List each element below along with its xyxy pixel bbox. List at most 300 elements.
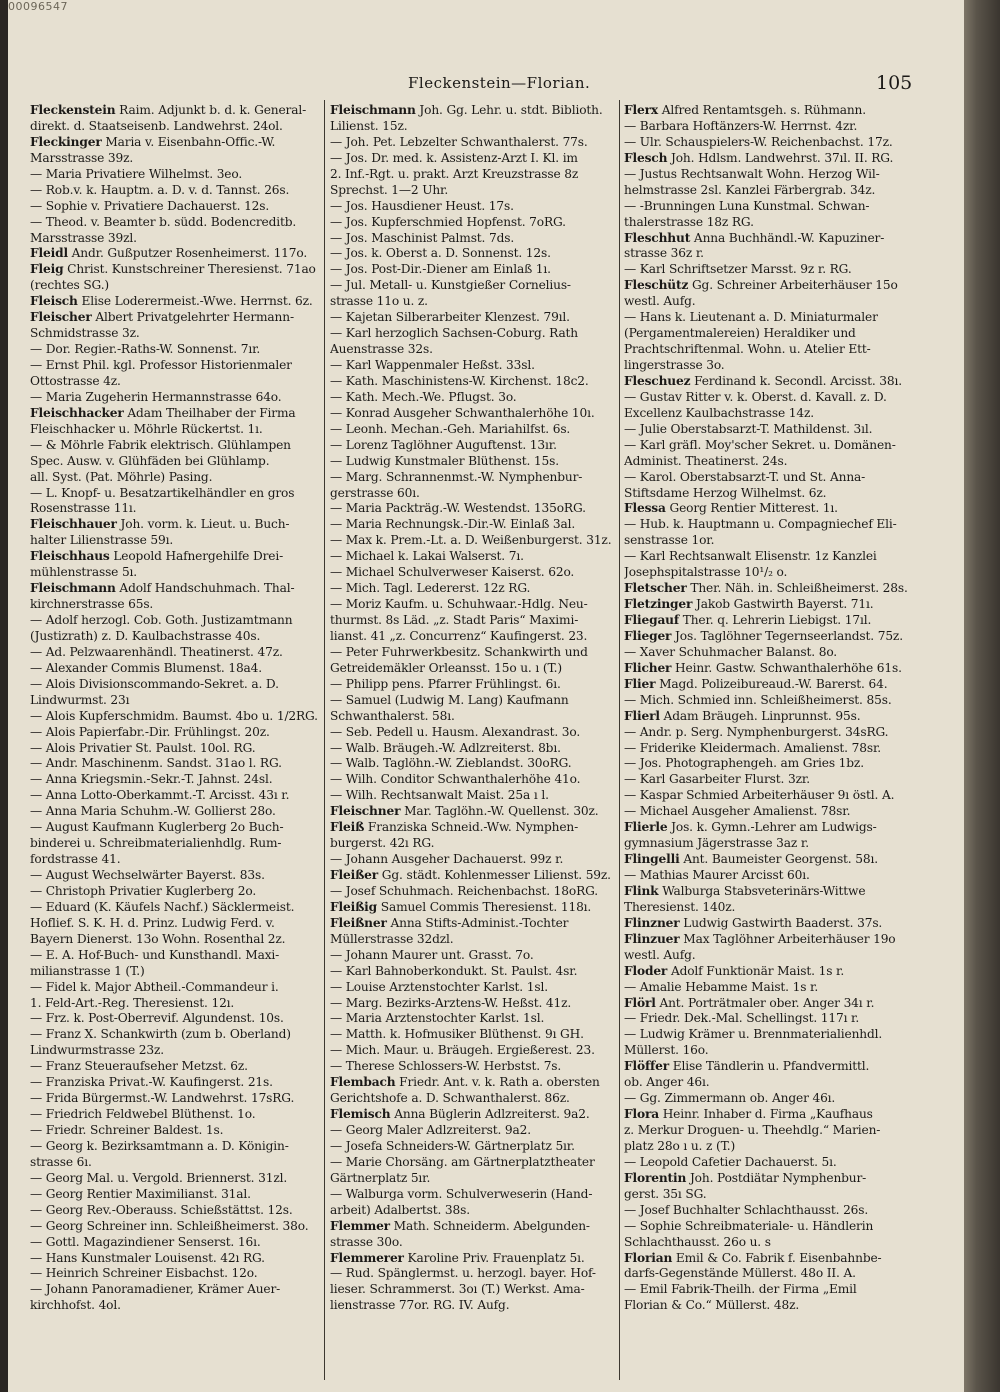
directory-entry-line: [330, 342, 618, 358]
entry-text: Bayern Dienerst. 13o Wohn. Rosenthal 2z.: [30, 931, 286, 946]
directory-entry-line: [624, 852, 912, 868]
entry-text: — Alexander Commis Blumenst. 18a4.: [30, 660, 263, 675]
entry-text: Getreidemäkler Orleansst. 15o u. ı (T.): [330, 660, 562, 675]
entry-text: — Sophie Schreibmateriale- u. Händlerin: [624, 1218, 874, 1233]
directory-entry-line: [624, 836, 912, 852]
surname-heading: Fleschuez: [624, 373, 691, 388]
directory-entry-line: [330, 231, 618, 247]
entry-text: Adam Bräugeh. Linprunnst. 95s.: [659, 708, 861, 723]
entry-text: — Kaspar Schmied Arbeiterhäuser 9ı östl. A.: [624, 788, 895, 803]
directory-entry-line: [330, 709, 618, 725]
entry-text: Lindwurmst. 23ı: [30, 692, 130, 707]
entry-text: — Ulr. Schauspielers-W. Reichenbachst. 17z.: [624, 134, 893, 149]
entry-text: platz 28o ı u. z (T.): [624, 1138, 736, 1153]
directory-entry-line: [330, 820, 618, 836]
entry-text: westl. Aufg.: [624, 947, 696, 962]
surname-heading: Flora: [624, 1107, 659, 1122]
directory-entry-line: [30, 788, 318, 804]
column-rule: [324, 100, 325, 1380]
entry-text: westl. Aufg.: [624, 294, 696, 309]
directory-entry-line: [624, 1251, 912, 1267]
surname-heading: Flesch: [624, 150, 668, 165]
entry-text: — Franz Steueraufseher Metzst. 6z.: [30, 1059, 248, 1074]
surname-heading: Fletzinger: [624, 597, 693, 612]
directory-entry-line: [624, 661, 912, 677]
entry-text: — Kath. Maschinistens-W. Kirchenst. 18c2.: [330, 373, 589, 388]
entry-text: strasse 6ı.: [30, 1154, 92, 1169]
directory-entry-line: [330, 804, 618, 820]
directory-entry-line: [624, 709, 912, 725]
entry-text: Schlachthausst. 26o u. s: [624, 1234, 771, 1249]
directory-entry-line: [30, 948, 318, 964]
entry-text: Ther. Näh. in. Schleißheimerst. 28s.: [686, 581, 908, 596]
directory-entry-line: [30, 804, 318, 820]
entry-text: darfs-Gegenstände Müllerst. 48o II. A.: [624, 1266, 856, 1281]
entry-text: burgerst. 42ı RG.: [330, 836, 435, 851]
entry-text: — Emil Fabrik-Theilh. der Firma „Emil: [624, 1282, 857, 1297]
entry-text: strasse 30o.: [330, 1234, 403, 1249]
directory-entry-line: [30, 517, 318, 533]
directory-entry-line: [30, 932, 318, 948]
directory-page: [8, 0, 964, 1392]
directory-entry-line: [330, 613, 618, 629]
directory-column-1: [30, 103, 318, 1314]
directory-entry-line: [30, 406, 318, 422]
entry-text: — Karl Schriftsetzer Marsst. 9z r. RG.: [624, 262, 852, 277]
entry-text: Friedr. Ant. v. k. Rath a. obersten: [395, 1075, 600, 1090]
directory-entry-line: [30, 501, 318, 517]
entry-text: — Mathias Maurer Arcisst 60ı.: [624, 868, 810, 882]
entry-text: — Rob.v. k. Hauptm. a. D. v. d. Tannst. 26s.: [30, 182, 290, 197]
directory-entry-line: [624, 693, 912, 709]
directory-entry-line: [330, 215, 618, 231]
surname-heading: Florentin: [624, 1170, 687, 1185]
entry-text: — Maria Arztenstochter Karlst. 1sl.: [330, 1011, 545, 1026]
surname-heading: Fliegauf: [624, 613, 679, 627]
directory-entry-line: [624, 1219, 912, 1235]
directory-entry-line: [30, 756, 318, 772]
directory-entry-line: [624, 677, 912, 693]
entry-text: Ludwig Gastwirth Baaderst. 37s.: [679, 915, 883, 930]
directory-entry-line: [30, 533, 318, 549]
directory-entry-line: [330, 326, 618, 342]
directory-column-3: [624, 103, 912, 1314]
entry-text: Lilienst. 15z.: [330, 118, 408, 133]
entry-text: — Franz X. Schankwirth (zum b. Oberland): [30, 1027, 291, 1042]
directory-entry-line: [624, 549, 912, 565]
directory-entry-line: [624, 884, 912, 900]
directory-entry-line: [30, 741, 318, 757]
directory-entry-line: [624, 231, 912, 247]
directory-entry-line: [330, 278, 618, 294]
directory-entry-line: [30, 1235, 318, 1251]
directory-entry-line: [330, 836, 618, 852]
directory-entry-line: [30, 964, 318, 980]
entry-text: — Karl herzoglich Sachsen-Coburg. Rath: [330, 326, 579, 341]
directory-entry-line: [330, 964, 618, 980]
directory-entry-line: [330, 693, 618, 709]
directory-entry-line: [30, 1059, 318, 1075]
directory-entry-line: [330, 868, 618, 884]
directory-entry-line: [624, 183, 912, 199]
entry-text: Adolf Funktionär Maist. 1s r.: [667, 963, 845, 978]
entry-text: Mar. Taglöhn.-W. Quellenst. 30z.: [400, 804, 599, 819]
directory-entry-line: [30, 390, 318, 406]
entry-text: — Friedr. Schreiner Baldest. 1s.: [30, 1123, 224, 1137]
surname-heading: Flemisch: [330, 1107, 391, 1122]
directory-entry-line: [30, 1139, 318, 1155]
entry-text: z. Merkur Droguen- u. Theehdlg.“ Marien-: [624, 1123, 881, 1137]
entry-text: — Alois Papierfabr.-Dir. Frühlingst. 20z.: [30, 724, 270, 739]
directory-entry-line: [330, 501, 618, 517]
entry-text: — Andr. Maschinenm. Sandst. 31ao l. RG.: [30, 756, 282, 771]
entry-text: Müllerstrasse 32dzl.: [330, 931, 454, 946]
directory-entry-line: [624, 1027, 912, 1043]
entry-text: Schwanthalerst. 58ı.: [330, 708, 455, 723]
directory-entry-line: [30, 310, 318, 326]
directory-entry-line: [624, 916, 912, 932]
directory-entry-line: [624, 788, 912, 804]
surname-heading: Fleißer: [330, 868, 379, 882]
directory-entry-line: [30, 326, 318, 342]
directory-entry-line: [330, 756, 618, 772]
entry-text: Maria v. Eisenbahn-Offic.-W.: [101, 134, 276, 149]
directory-entry-line: [624, 374, 912, 390]
directory-entry-line: [330, 374, 618, 390]
directory-entry-line: [30, 549, 318, 565]
entry-text: — Karl gräfl. Moy'scher Sekret. u. Domänen-: [624, 437, 896, 452]
directory-entry-line: [30, 151, 318, 167]
directory-entry-line: [624, 932, 912, 948]
directory-entry-line: [330, 246, 618, 262]
directory-entry-line: [624, 741, 912, 757]
entry-text: Schmidstrasse 3z.: [30, 326, 140, 341]
entry-text: Sprechst. 1—2 Uhr.: [330, 182, 449, 197]
entry-text: — Maria Rechnungsk.-Dir.-W. Einlaß 3al.: [330, 517, 576, 532]
directory-entry-line: [30, 836, 318, 852]
entry-text: — Michael Ausgeher Amalienst. 78sr.: [624, 804, 851, 819]
directory-entry-line: [30, 262, 318, 278]
entry-text: — Therese Schlossers-W. Herbstst. 7s.: [330, 1059, 562, 1074]
entry-text: — Max k. Prem.-Lt. a. D. Weißenburgerst. 31z.: [330, 533, 612, 548]
entry-text: — Joh. Pet. Lebzelter Schwanthalerst. 77s.: [330, 134, 588, 149]
entry-text: strasse 11o u. z.: [330, 294, 428, 309]
directory-entry-line: [624, 597, 912, 613]
entry-text: — Christoph Privatier Kuglerberg 2o.: [30, 883, 257, 898]
entry-text: Jos. Taglöhner Tegernseerlandst. 75z.: [671, 628, 903, 643]
entry-text: Ant. Baumeister Georgenst. 58ı.: [679, 852, 878, 867]
entry-text: — Xaver Schuhmacher Balanst. 8o.: [624, 644, 838, 659]
entry-text: — Hans Kunstmaler Louisenst. 42ı RG.: [30, 1250, 265, 1265]
entry-text: — Georg Rentier Maximilianst. 31al.: [30, 1186, 251, 1201]
entry-text: Gg. Schreiner Arbeiterhäuser 15o: [688, 278, 898, 293]
directory-entry-line: [624, 294, 912, 310]
entry-text: Anna Buchhändl.-W. Kapuziner-: [690, 230, 885, 245]
directory-entry-line: [624, 629, 912, 645]
surname-heading: Fleischmann: [30, 581, 116, 596]
entry-text: (Justizrath) z. D. Kaulbachstrasse 40s.: [30, 628, 261, 643]
directory-entry-line: [330, 1059, 618, 1075]
surname-heading: Flier: [624, 676, 656, 691]
entry-text: — Maria Privatiere Wilhelmst. 3eo.: [30, 166, 243, 181]
directory-entry-line: [330, 422, 618, 438]
directory-entry-line: [624, 278, 912, 294]
entry-text: — Ernst Phil. kgl. Professor Historienmaler: [30, 358, 292, 372]
directory-entry-line: [30, 629, 318, 645]
surname-heading: Fleiß: [330, 820, 365, 835]
directory-entry-line: [30, 772, 318, 788]
surname-heading: Flörl: [624, 995, 656, 1010]
entry-text: — Barbara Hoftänzers-W. Herrnst. 4zr.: [624, 118, 858, 133]
directory-entry-line: [330, 629, 618, 645]
directory-entry-line: [30, 1091, 318, 1107]
entry-text: Alfred Rentamtsgeh. s. Rühmann.: [657, 103, 866, 117]
entry-text: — Johann Panoramadiener, Krämer Auer-: [30, 1282, 281, 1297]
directory-entry-line: [624, 996, 912, 1012]
entry-text: Gerichtshofe a. D. Schwanthalerst. 86z.: [330, 1091, 570, 1106]
directory-entry-line: [330, 852, 618, 868]
directory-entry-line: [624, 948, 912, 964]
directory-entry-line: [330, 438, 618, 454]
entry-text: — Anna Lotto-Oberkammt.-T. Arcisst. 43ı r.: [30, 788, 290, 803]
entry-text: — Jos. k. Oberst a. D. Sonnenst. 12s.: [330, 246, 551, 261]
entry-text: Marsstrasse 39z.: [30, 150, 134, 165]
directory-entry-line: [30, 358, 318, 374]
entry-text: helmstrasse 2sl. Kanzlei Färbergrab. 34z.: [624, 182, 876, 197]
directory-entry-line: [624, 725, 912, 741]
entry-text: — Josef Buchhalter Schlachthausst. 26s.: [624, 1202, 869, 1217]
entry-text: Leopold Hafnergehilfe Drei-: [109, 549, 284, 564]
directory-entry-line: [30, 1075, 318, 1091]
directory-entry-line: [624, 390, 912, 406]
directory-entry-line: [624, 820, 912, 836]
entry-text: kirchhofst. 4ol.: [30, 1298, 121, 1313]
entry-text: fordstrasse 41.: [30, 852, 121, 867]
directory-entry-line: [30, 103, 318, 119]
entry-text: Auenstrasse 32s.: [330, 342, 433, 357]
entry-text: Elise Tändlerin u. Pfandvermittl.: [669, 1059, 870, 1074]
surname-heading: Flinzner: [624, 915, 680, 930]
directory-entry-line: [330, 661, 618, 677]
directory-entry-line: [330, 151, 618, 167]
surname-heading: Fletscher: [624, 581, 687, 596]
entry-text: — Josef Schuhmach. Reichenbachst. 18oRG.: [330, 883, 598, 898]
entry-text: — Samuel (Ludwig M. Lang) Kaufmann: [330, 692, 569, 707]
entry-text: Samuel Commis Theresienst. 118ı.: [377, 899, 592, 914]
surname-heading: Flinzuer: [624, 931, 680, 946]
directory-entry-line: [30, 470, 318, 486]
entry-text: — Frz. k. Post-Oberrevif. Algundenst. 10s.: [30, 1011, 284, 1026]
directory-entry-line: [330, 1266, 618, 1282]
entry-text: senstrasse 1or.: [624, 533, 715, 548]
directory-entry-line: [624, 1075, 912, 1091]
entry-text: Elise Loderermeist.-Wwe. Herrnst. 6z.: [77, 294, 313, 309]
surname-heading: Fleckenstein: [30, 103, 116, 117]
entry-text: — Gottl. Magazindiener Senserst. 16ı.: [30, 1234, 261, 1249]
directory-entry-line: [330, 1075, 618, 1091]
entry-text: Excellenz Kaulbachstrasse 14z.: [624, 405, 814, 420]
entry-text: — Peter Fuhrwerkbesitz. Schankwirth und: [330, 644, 588, 659]
surname-heading: Flieger: [624, 628, 672, 643]
directory-entry-line: [624, 1298, 912, 1314]
directory-entry-line: [30, 613, 318, 629]
entry-text: — Ludwig Kunstmaler Blüthenst. 15s.: [330, 453, 559, 468]
entry-text: Christ. Kunstschreiner Theresienst. 71ao: [63, 262, 316, 277]
directory-entry-line: [624, 1282, 912, 1298]
directory-entry-line: [30, 1043, 318, 1059]
directory-entry-line: [30, 597, 318, 613]
entry-text: lingerstrasse 3o.: [624, 358, 725, 372]
entry-text: Müllerst. 16o.: [624, 1043, 709, 1058]
directory-entry-line: [624, 1187, 912, 1203]
directory-entry-line: [624, 470, 912, 486]
directory-entry-line: [30, 231, 318, 247]
entry-text: gymnasium Jägerstrasse 3az r.: [624, 836, 809, 851]
entry-text: Georg Rentier Mitterest. 1ı.: [665, 501, 838, 516]
entry-text: — Hans k. Lieutenant a. D. Miniaturmaler: [624, 310, 878, 325]
directory-entry-line: [30, 661, 318, 677]
entry-text: direkt. d. Staatseisenb. Landwehrst. 24ol.: [30, 118, 283, 133]
entry-text: — Anna Kriegsmin.-Sekr.-T. Jahnst. 24sl.: [30, 772, 273, 787]
entry-text: — Mich. Schmied inn. Schleißheimerst. 85s.: [624, 692, 892, 707]
directory-entry-line: [624, 645, 912, 661]
directory-entry-line: [624, 438, 912, 454]
entry-text: — Konrad Ausgeher Schwanthalerhöhe 10ı.: [330, 405, 595, 420]
directory-entry-line: [30, 725, 318, 741]
page-number: 105: [876, 72, 913, 94]
directory-entry-line: [30, 1027, 318, 1043]
entry-text: — August Wechselwärter Bayerst. 83s.: [30, 868, 265, 882]
entry-text: — Julie Oberstabsarzt-T. Mathildenst. 3ıl.: [624, 421, 873, 436]
running-head: Fleckenstein—Florian.: [408, 74, 591, 92]
directory-entry-line: [30, 486, 318, 502]
entry-text: — Michael k. Lakai Walserst. 7ı.: [330, 549, 524, 564]
directory-entry-line: [624, 119, 912, 135]
directory-entry-line: [30, 884, 318, 900]
entry-text: Raim. Adjunkt b. d. k. General-: [115, 103, 307, 117]
entry-text: mühlenstrasse 5ı.: [30, 565, 138, 580]
directory-entry-line: [30, 374, 318, 390]
directory-entry-line: [30, 820, 318, 836]
directory-entry-line: [330, 948, 618, 964]
entry-text: — Georg Schreiner inn. Schleißheimerst. 38o.: [30, 1218, 309, 1233]
directory-entry-line: [30, 565, 318, 581]
directory-entry-line: [624, 613, 912, 629]
directory-entry-line: [30, 167, 318, 183]
entry-text: — Justus Rechtsanwalt Wohn. Herzog Wil-: [624, 166, 880, 181]
directory-entry-line: [30, 1266, 318, 1282]
entry-text: milianstrasse 1 (T.): [30, 963, 145, 978]
directory-entry-line: [330, 1187, 618, 1203]
entry-text: — Karl Bahnoberkondukt. St. Paulst. 4sr.: [330, 963, 578, 978]
directory-entry-line: [330, 1027, 618, 1043]
directory-entry-line: [330, 454, 618, 470]
entry-text: Ther. q. Lehrerin Liebigst. 17ıl.: [679, 613, 872, 627]
entry-text: thurmst. 8s Läd. „z. Stadt Paris“ Maximi-: [330, 613, 579, 627]
entry-text: — Mich. Tagl. Ledererst. 12z RG.: [330, 581, 531, 596]
entry-text: Andr. Gußputzer Rosenheimerst. 117o.: [67, 246, 308, 261]
directory-entry-line: [30, 135, 318, 151]
entry-text: — Dor. Regier.-Raths-W. Sonnenst. 7ır.: [30, 342, 261, 357]
surname-heading: Fleischer: [30, 310, 92, 325]
entry-text: — Friedr. Dek.-Mal. Schellingst. 117ı r.: [624, 1011, 860, 1026]
entry-text: — Fidel k. Major Abtheil.-Commandeur i.: [30, 979, 279, 994]
directory-entry-line: [624, 1155, 912, 1171]
directory-entry-line: [330, 1139, 618, 1155]
entry-text: (rechtes SG.): [30, 278, 110, 293]
surname-heading: Fleidl: [30, 246, 68, 261]
entry-text: — Amalie Hebamme Maist. 1s r.: [624, 979, 819, 994]
directory-entry-line: [330, 358, 618, 374]
entry-text: Josephspitalstrasse 10¹/₂ o.: [624, 565, 788, 580]
entry-text: gerstrasse 60ı.: [330, 485, 420, 500]
entry-text: kirchnerstrasse 65s.: [30, 597, 154, 612]
directory-entry-line: [30, 422, 318, 438]
directory-entry-line: [30, 119, 318, 135]
directory-entry-line: [624, 533, 912, 549]
directory-entry-line: [330, 932, 618, 948]
directory-entry-line: [30, 1251, 318, 1267]
entry-text: — Marg. Bezirks-Arztens-W. Heßst. 41z.: [330, 995, 572, 1010]
entry-text: — L. Knopf- u. Besatzartikelhändler en gros: [30, 485, 295, 500]
directory-entry-line: [330, 294, 618, 310]
surname-heading: Fleißner: [330, 915, 387, 930]
entry-text: Emil & Co. Fabrik f. Eisenbahnbe-: [672, 1250, 882, 1265]
entry-text: — Georg Rev.-Oberauss. Schießstättst. 12s.: [30, 1202, 293, 1217]
directory-entry-line: [624, 246, 912, 262]
entry-text: Theresienst. 140z.: [624, 899, 736, 914]
directory-entry-line: [624, 1123, 912, 1139]
directory-entry-line: [624, 422, 912, 438]
entry-text: Ferdinand k. Secondl. Arcisst. 38ı.: [690, 373, 902, 388]
directory-entry-line: [624, 756, 912, 772]
directory-entry-line: [330, 517, 618, 533]
entry-text: — Friedrich Feldwebel Blüthenst. 1o.: [30, 1107, 256, 1122]
directory-entry-line: [30, 278, 318, 294]
entry-text: — Michael Schulverweser Kaiserst. 62o.: [330, 565, 575, 580]
entry-text: — Adolf herzogl. Cob. Goth. Justizamtmann: [30, 613, 293, 627]
entry-text: Gärtnerplatz 5ır.: [330, 1170, 431, 1185]
entry-text: Administ. Theatinerst. 24s.: [624, 453, 788, 468]
directory-entry-line: [330, 1298, 618, 1314]
entry-text: Florian & Co.“ Müllerst. 48z.: [624, 1298, 800, 1313]
entry-text: Heinr. Inhaber d. Firma „Kaufhaus: [658, 1107, 873, 1122]
directory-entry-line: [330, 390, 618, 406]
directory-entry-line: [624, 868, 912, 884]
directory-entry-line: [624, 565, 912, 581]
entry-text: — Frida Bürgermst.-W. Landwehrst. 17sRG.: [30, 1091, 295, 1106]
directory-entry-line: [624, 1011, 912, 1027]
entry-text: — Sophie v. Privatiere Dachauerst. 12s.: [30, 198, 270, 213]
entry-text: — Johann Ausgeher Dachauerst. 99z r.: [330, 852, 564, 867]
entry-text: — Karl Rechtsanwalt Elisenstr. 1z Kanzlei: [624, 549, 877, 564]
entry-text: Anna Büglerin Adlzreiterst. 9a2.: [390, 1107, 590, 1122]
entry-text: — Eduard (K. Käufels Nachf.) Säcklermeist.: [30, 899, 295, 914]
entry-text: — Kajetan Silberarbeiter Klenzest. 79ıl.: [330, 310, 570, 325]
entry-text: — Jos. Hausdiener Heust. 17s.: [330, 198, 514, 213]
surname-heading: Fleischhauer: [30, 517, 117, 532]
directory-entry-line: [624, 1091, 912, 1107]
entry-text: — Anna Maria Schuhm.-W. Gollierst 28o.: [30, 804, 276, 819]
directory-entry-line: [624, 980, 912, 996]
directory-entry-line: [624, 1139, 912, 1155]
directory-entry-line: [330, 788, 618, 804]
entry-text: lianst. 41 „z. Concurrenz“ Kaufingerst. 23.: [330, 628, 588, 643]
surname-heading: Fleischhacker: [30, 405, 124, 420]
entry-text: — Ludwig Krämer u. Brennmaterialienhdl.: [624, 1027, 883, 1042]
entry-text: Heinr. Gastw. Schwanthalerhöhe 61s.: [671, 660, 902, 675]
entry-text: Lindwurmstrasse 23z.: [30, 1043, 164, 1058]
